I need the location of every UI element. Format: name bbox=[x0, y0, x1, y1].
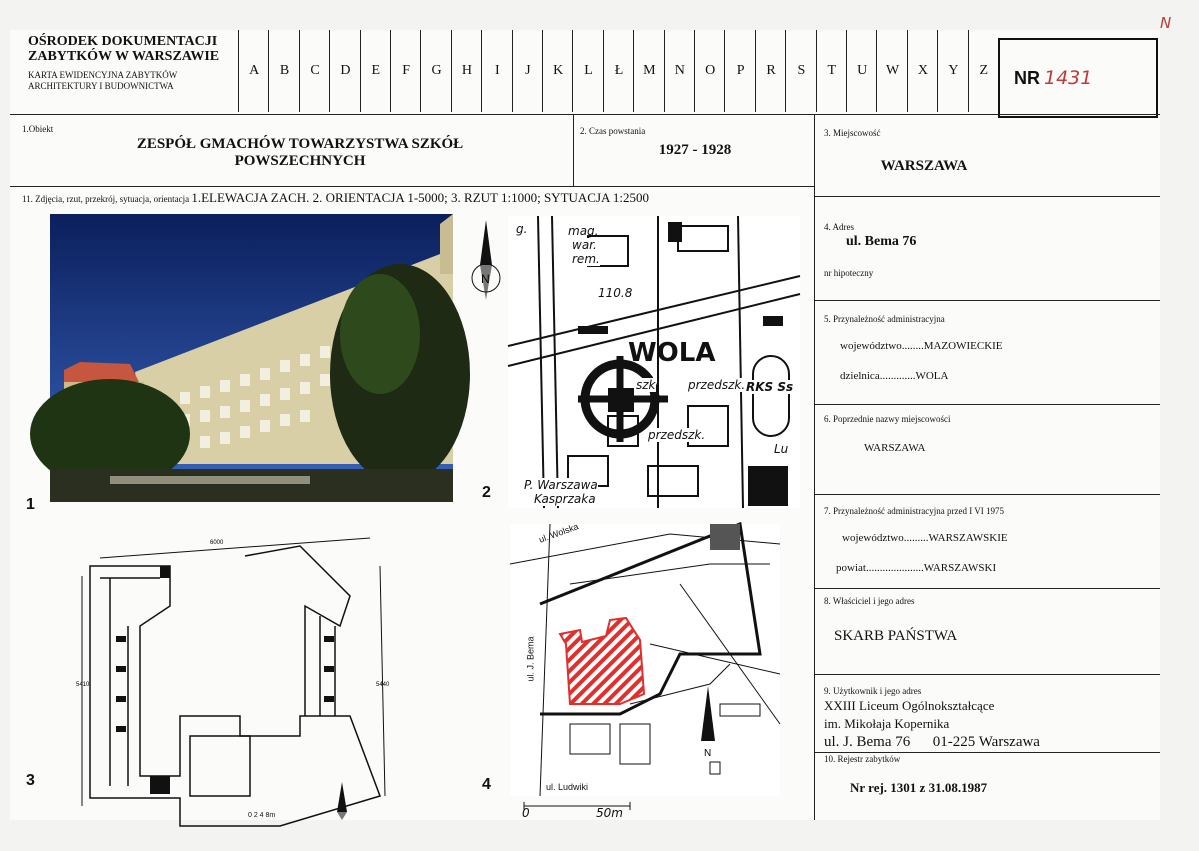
uzytkownik-line1: XXIII Liceum Ogólnokształcące bbox=[824, 698, 995, 713]
street-ludwiki: ul. Ludwiki bbox=[546, 782, 589, 792]
letter-index-cell: H bbox=[451, 30, 482, 112]
map-label-przedszk1: przedszk. bbox=[688, 378, 746, 392]
map-label-szk: szk bbox=[636, 378, 656, 392]
plan-dim-top: 6000 bbox=[210, 540, 224, 546]
letter-index-cell: Y bbox=[937, 30, 968, 112]
letter-index-cell: Ł bbox=[603, 30, 634, 112]
miejscowosc-value: WARSZAWA bbox=[880, 158, 968, 174]
czas-label: 2. Czas powstania bbox=[580, 126, 646, 136]
letter-index-cell: B bbox=[268, 30, 299, 112]
figure-number-1: 1 bbox=[26, 496, 35, 513]
card-type-line2: ARCHITEKTURY I BUDOWNICTWA bbox=[28, 81, 174, 91]
obiekt-value-line1: ZESPÓŁ GMACHÓW TOWARZYSTWA SZKÓŁ bbox=[136, 136, 464, 152]
map-label-pwarszawa: P. Warszawa bbox=[524, 478, 598, 492]
site-north-icon bbox=[698, 686, 718, 760]
letter-index-cell: W bbox=[876, 30, 907, 112]
obiekt-value-line2: POWSZECHNYCH bbox=[234, 153, 366, 169]
letter-index-cell: A bbox=[238, 30, 269, 112]
admin-old-powiat: powiat.....................WARSZAWSKI bbox=[836, 562, 997, 574]
corner-mark: N bbox=[1160, 14, 1172, 32]
figure-number-2: 2 bbox=[482, 484, 491, 501]
letter-index-cell: S bbox=[785, 30, 816, 112]
scale-zero: 0 bbox=[522, 806, 530, 820]
uzytkownik-line2: im. Mikołaja Kopernika bbox=[824, 716, 950, 731]
map-label-przedszk2: przedszk. bbox=[648, 428, 706, 442]
site-plan bbox=[510, 521, 780, 796]
map-label-mag: mag. bbox=[568, 224, 599, 238]
letter-index-cell: M bbox=[633, 30, 664, 112]
north-arrow-icon bbox=[466, 220, 506, 300]
letter-index-cell: T bbox=[816, 30, 847, 112]
street-wolska: ul. Wolska bbox=[537, 521, 580, 545]
letter-index-cell: D bbox=[329, 30, 360, 112]
zdjecia-label: 11. Zdjęcia, rzut, przekrój, sytuacja, orientacja bbox=[22, 194, 190, 204]
record-card bbox=[10, 14, 1172, 820]
letter-index-cell: G bbox=[420, 30, 451, 112]
letter-index bbox=[238, 30, 998, 112]
letter-index-cell: N bbox=[664, 30, 695, 112]
map-label-wola: WOLA bbox=[628, 338, 716, 368]
org-header bbox=[28, 34, 238, 92]
zdjecia-caption: 1.ELEWACJA ZACH. 2. ORIENTACJA 1-5000; 3. RZUT 1:1000; SYTUACJA 1:2500 bbox=[191, 190, 650, 205]
uzytkownik-label: 9. Użytkownik i jego adres bbox=[824, 686, 922, 696]
plan-dim-left: 5410 bbox=[76, 682, 90, 688]
scale-fifty: 50m bbox=[596, 806, 623, 820]
poprzednie-value: WARSZAWA bbox=[864, 442, 926, 454]
map-label-rks: RKS Ss bbox=[746, 380, 794, 394]
plan-scale: 0 2 4 8m bbox=[248, 812, 276, 819]
letter-index-cell: J bbox=[512, 30, 543, 112]
wlasciciel-value: SKARB PAŃSTWA bbox=[834, 628, 958, 644]
record-number-value: 1431 bbox=[1044, 67, 1093, 89]
wlasciciel-label: 8. Właściciel i jego adres bbox=[824, 596, 915, 606]
figure-number-4: 4 bbox=[482, 776, 491, 793]
obiekt-value bbox=[70, 136, 530, 170]
uzytkownik-line3: ul. J. Bema 76 01-225 Warszawa bbox=[824, 734, 1040, 750]
letter-index-cell: U bbox=[846, 30, 877, 112]
letter-index-cell: C bbox=[299, 30, 330, 112]
map-label-rem: rem. bbox=[572, 252, 600, 266]
card-type-line1: KARTA EWIDENCYJNA ZABYTKÓW bbox=[28, 70, 178, 80]
admin-wojewodztwo: województwo........MAZOWIECKIE bbox=[840, 340, 1003, 352]
letter-index-cell: X bbox=[907, 30, 938, 112]
plan-north-icon bbox=[332, 782, 352, 822]
svg-text:N: N bbox=[481, 272, 490, 286]
map-label-elev: 110.8 bbox=[598, 286, 633, 300]
rejestr-value: Nr rej. 1301 z 31.08.1987 bbox=[850, 780, 988, 795]
poprzednie-label: 6. Poprzednie nazwy miejscowości bbox=[824, 414, 951, 424]
org-name-line2: ZABYTKÓW W WARSZAWIE bbox=[28, 49, 220, 64]
figure-number-3: 3 bbox=[26, 772, 35, 789]
letter-index-cell: I bbox=[481, 30, 512, 112]
obiekt-label: 1.Obiekt bbox=[22, 124, 54, 134]
org-name-line1: OŚRODEK DOKUMENTACJI bbox=[28, 34, 218, 49]
record-number-label: NR bbox=[1014, 67, 1040, 88]
hipoteczny-label: nr hipoteczny bbox=[824, 268, 874, 278]
admin-old-label: 7. Przynależność administracyjna przed I VI 1975 bbox=[824, 506, 1005, 516]
photo-elevation bbox=[50, 214, 453, 502]
czas-value: 1927 - 1928 bbox=[658, 142, 732, 158]
zdjecia-row bbox=[22, 190, 649, 206]
adres-label: 4. Adres bbox=[824, 222, 854, 232]
admin-old-wojewodztwo: województwo.........WARSZAWSKIE bbox=[842, 532, 1008, 544]
letter-index-cell: P bbox=[724, 30, 755, 112]
record-number-box bbox=[998, 38, 1158, 118]
admin-label: 5. Przynależność administracyjna bbox=[824, 314, 945, 324]
letter-index-cell: O bbox=[694, 30, 725, 112]
letter-index-cell: K bbox=[542, 30, 573, 112]
map-label-lu: Lu bbox=[774, 442, 789, 456]
plan-dim-right: 5440 bbox=[376, 682, 390, 688]
orientation-map bbox=[508, 216, 800, 508]
letter-index-cell: R bbox=[755, 30, 786, 112]
svg-text:N: N bbox=[704, 748, 712, 759]
letter-index-cell: L bbox=[572, 30, 603, 112]
rejestr-label: 10. Rejestr zabytków bbox=[824, 754, 901, 764]
adres-value: ul. Bema 76 bbox=[846, 234, 917, 249]
letter-index-cell: Z bbox=[968, 30, 999, 112]
admin-dzielnica: dzielnica.............WOLA bbox=[840, 370, 949, 382]
map-label-kasprzaka: Kasprzaka bbox=[534, 492, 596, 506]
map-label-war: war. bbox=[572, 238, 597, 252]
miejscowosc-label: 3. Miejscowość bbox=[824, 128, 881, 138]
letter-index-cell: F bbox=[390, 30, 421, 112]
map-label-g: g. bbox=[516, 222, 528, 236]
letter-index-cell: E bbox=[360, 30, 391, 112]
street-bema: ul. J. Bema bbox=[525, 636, 536, 682]
